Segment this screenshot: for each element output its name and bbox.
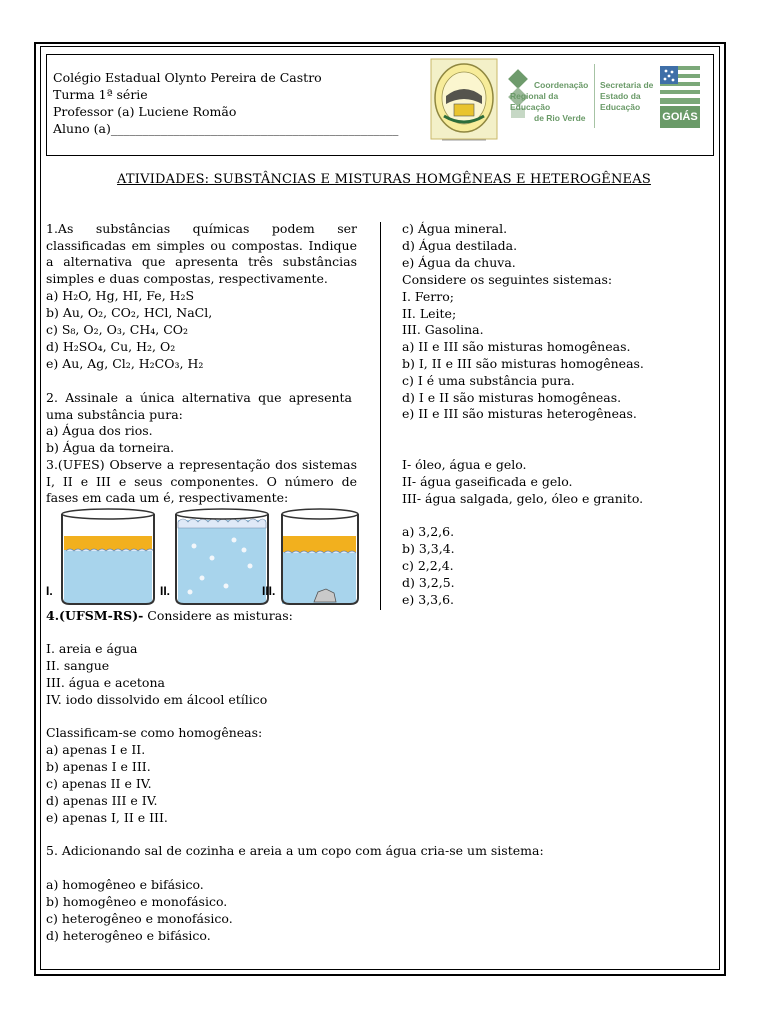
q4-heading	[46, 608, 293, 625]
systems-option-b: b) I, II e III são misturas homogêneas.	[402, 356, 644, 371]
q4-item-i: I. areia e água	[46, 641, 138, 656]
q5-stem: 5. Adicionando sal de cozinha e areia a um copo com água cria-se um sistema:	[46, 843, 544, 858]
page-title: ATIVIDADES: SUBSTÂNCIAS E MISTURAS HOMGÊNEAS E HETEROGÊNEAS	[117, 172, 651, 187]
q4-source: 4.(UFSM-RS)-	[46, 608, 144, 623]
q4-option-b: b) apenas I e III.	[46, 759, 151, 774]
q4-item-iii: III. água e acetona	[46, 675, 165, 690]
q2-stem: 2. Assinale a única alternativa que apresenta uma substância pura:	[46, 390, 352, 422]
q5-option-b: b) homogêneo e monofásico.	[46, 894, 228, 909]
q2-option-e: e) Água da chuva.	[402, 255, 516, 270]
beaker-III-icon	[282, 509, 358, 604]
q1-stem: 1.As substâncias químicas podem ser classificadas em simples ou compostas. Indique a alternativa que apresenta três substâncias simples e duas compostas, respectivamente.	[46, 221, 357, 287]
q2-option-a: a) Água dos rios.	[46, 423, 153, 438]
regional-logo-line: Regional da Educação	[510, 91, 559, 112]
q1-option-e: e) Au, Ag, Cl₂, H₂CO₃, H₂	[46, 356, 204, 371]
class-label: Turma 1ª série	[53, 87, 148, 102]
q3-option-b: b) 3,3,4.	[402, 541, 455, 556]
q5-option-a: a) homogêneo e bifásico.	[46, 877, 204, 892]
system-item-iii: III. Gasolina.	[402, 322, 484, 337]
beakers-figure	[44, 506, 364, 608]
q3-stem: 3.(UFES) Observe a representação dos sistemas I, II e III e seus componentes. O número de fases em cada um é, respectivamente:	[46, 457, 357, 506]
beaker-label-III: III.	[262, 584, 276, 598]
q4-option-e: e) apenas I, II e III.	[46, 810, 168, 825]
q4-option-c: c) apenas II e IV.	[46, 776, 152, 791]
system-desc-iii: III- água salgada, gelo, óleo e granito.	[402, 491, 644, 506]
q4-prompt: Classificam-se como homogêneas:	[46, 725, 263, 740]
beaker-label-I: I.	[46, 584, 53, 598]
q4-option-a: a) apenas I e II.	[46, 742, 146, 757]
q2-option-b: b) Água da torneira.	[46, 440, 175, 455]
q2-option-d: d) Água destilada.	[402, 238, 518, 253]
regional-education-logo	[508, 64, 590, 130]
regional-logo-line: Coordenação	[534, 80, 589, 90]
systems-stem: Considere os seguintes sistemas:	[402, 272, 613, 287]
student-field: Aluno (a)______________________________________________	[53, 121, 399, 136]
goias-secretary-logo	[596, 64, 704, 130]
q3-option-a: a) 3,2,6.	[402, 524, 455, 539]
goias-brand: GOIÁS	[660, 106, 700, 128]
beaker-I-icon	[62, 509, 154, 604]
q1-option-d: d) H₂SO₄, Cu, H₂, O₂	[46, 339, 176, 354]
system-desc-ii: II- água gaseificada e gelo.	[402, 474, 573, 489]
systems-option-c: c) I é uma substância pura.	[402, 373, 575, 388]
q3-option-c: c) 2,2,4.	[402, 558, 454, 573]
regional-logo-line: de Rio Verde	[534, 113, 586, 123]
teacher-label: Professor (a) Luciene Romão	[53, 104, 237, 119]
system-item-i: I. Ferro;	[402, 289, 454, 304]
systems-option-e: e) II e III são misturas heterogêneas.	[402, 406, 637, 421]
column-divider	[380, 222, 381, 610]
q1-option-b: b) Au, O₂, CO₂, HCl, NaCl,	[46, 305, 213, 320]
q3-option-d: d) 3,2,5.	[402, 575, 455, 590]
beaker-II-icon	[176, 509, 268, 604]
school-name: Colégio Estadual Olynto Pereira de Castro	[53, 70, 322, 85]
school-logo	[430, 58, 498, 144]
goias-logo-line: Secretaria de	[600, 80, 654, 90]
systems-option-d: d) I e II são misturas homogêneas.	[402, 390, 622, 405]
q4-option-d: d) apenas III e IV.	[46, 793, 158, 808]
q4-stem: Considere as misturas:	[143, 608, 293, 623]
q4-item-ii: II. sangue	[46, 658, 110, 673]
beaker-label-II: II.	[160, 584, 171, 598]
goias-flag-icon	[660, 66, 700, 104]
q1-option-c: c) S₈, O₂, O₃, CH₄, CO₂	[46, 322, 189, 337]
q5-option-c: c) heterogêneo e monofásico.	[46, 911, 233, 926]
q3-option-e: e) 3,3,6.	[402, 592, 455, 607]
q5-option-d: d) heterogêneo e bifásico.	[46, 928, 211, 943]
systems-option-a: a) II e III são misturas homogêneas.	[402, 339, 631, 354]
q1-option-a: a) H₂O, Hg, HI, Fe, H₂S	[46, 288, 195, 303]
q4-item-iv: IV. iodo dissolvido em álcool etílico	[46, 692, 268, 707]
q2-option-c: c) Água mineral.	[402, 221, 508, 236]
system-item-ii: II. Leite;	[402, 306, 457, 321]
system-desc-i: I- óleo, água e gelo.	[402, 457, 527, 472]
goias-logo-line: Educação	[600, 102, 641, 112]
goias-logo-line: Estado da	[600, 91, 641, 101]
